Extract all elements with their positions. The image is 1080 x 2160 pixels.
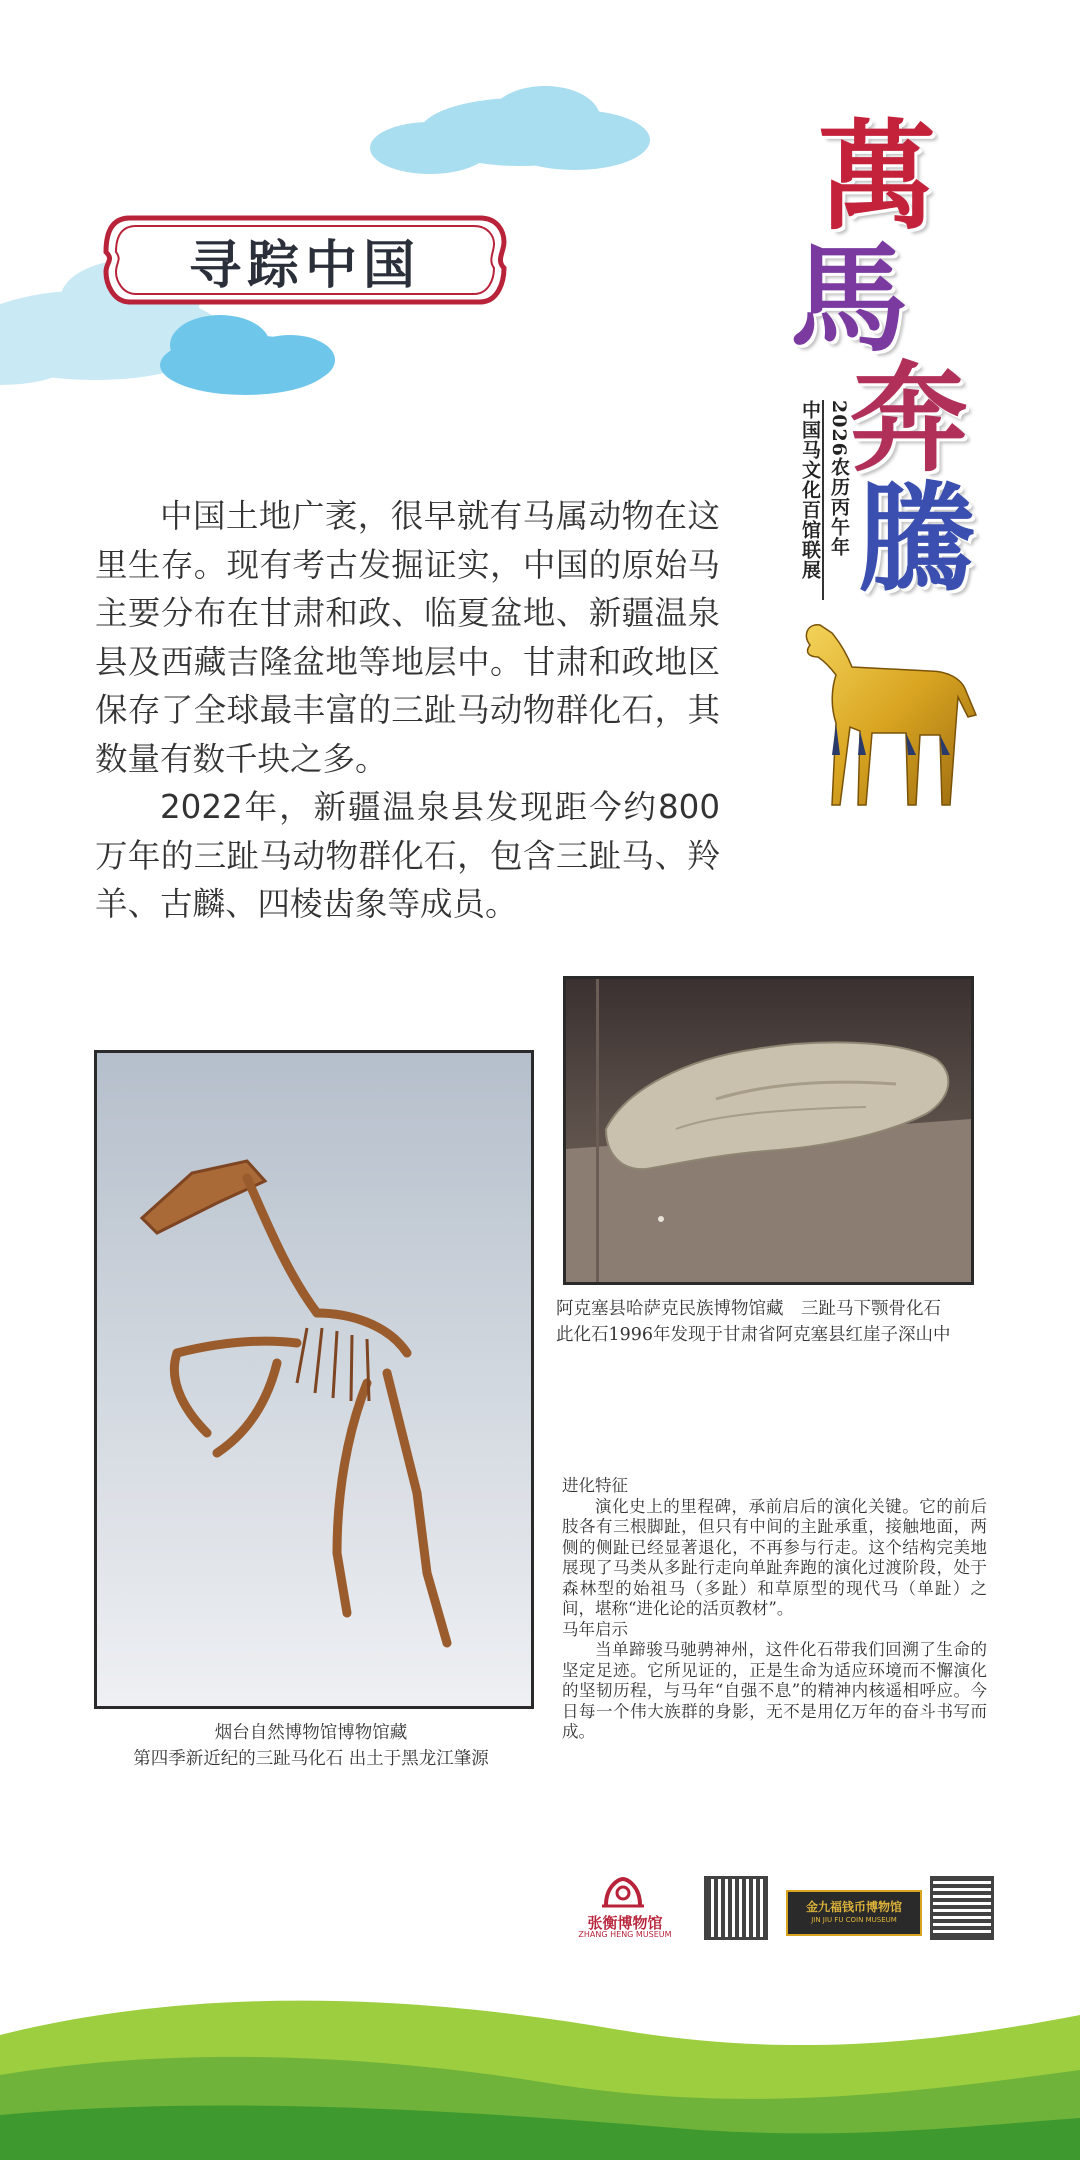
jaw-fossil-caption <box>556 1296 986 1348</box>
zhang-heng-museum-name: 张衡博物馆 <box>587 1914 663 1932</box>
skeleton-fossil-caption <box>94 1720 528 1772</box>
intro-text <box>95 492 720 929</box>
subtitle-year: 2026农历丙午年 <box>828 400 850 557</box>
jaw-caption-line-1: 阿克塞县哈萨克民族博物馆藏 三趾马下颚骨化石 <box>556 1299 941 1319</box>
brand-char-4: 騰 <box>858 469 977 608</box>
coin-museum-en: JIN JIU FU COIN MUSEUM <box>811 1916 897 1924</box>
evolution-notes <box>562 1476 987 1743</box>
zhang-heng-museum-en: ZHANG HENG MUSEUM <box>578 1930 672 1939</box>
skeleton-fossil-photo <box>94 1050 534 1709</box>
jaw-fossil-photo <box>563 976 974 1285</box>
horse-year-text: 当单蹄骏马驰骋神州，这件化石带我们回溯了生命的坚定足迹。它所见证的，正是生命为适应环境而不懈演化的坚韧历程，与马年“自强不息”的精神内核遥相呼应。今日每一个伟大族群的身影，无不是用亿万年的奋斗书写而成。 <box>562 1640 987 1741</box>
skeleton-caption-line-1: 烟台自然博物馆博物馆藏 <box>214 1723 408 1743</box>
page-title: 寻踪中国 <box>188 235 421 296</box>
evolution-heading: 进化特征 <box>562 1476 628 1495</box>
coin-museum-name: 金九福钱币博物馆 <box>805 1900 902 1914</box>
horse-year-heading: 马年启示 <box>562 1619 628 1639</box>
intro-paragraph-1: 中国土地广袤，很早就有马属动物在这里生存。现有考古发掘证实，中国的原始马主要分布在甘肃和政、临夏盆地、新疆温泉县及西藏吉隆盆地等地层中。甘肃和政地区保存了全球最丰富的三趾马动物群化石，其数量有数千块之多。 <box>95 497 720 778</box>
intro-paragraph-2: 2022年，新疆温泉县发现距今约800万年的三趾马动物群化石，包含三趾马、羚羊、古麟、四棱齿象等成员。 <box>95 788 720 923</box>
jaw-caption-line-2: 此化石1996年发现于甘肃省阿克塞县红崖子深山中 <box>556 1325 951 1345</box>
brand-char-1: 萬 <box>818 107 937 246</box>
golden-horse-icon <box>780 605 990 815</box>
brand-char-3: 奔 <box>850 349 969 488</box>
coin-museum-logo-box <box>786 1890 922 1936</box>
evolution-text: 演化史上的里程碑，承前启后的演化关键。它的前后肢各有三根脚趾，但只有中间的主趾承重，接触地面，两侧的侧趾已经显著退化，不再参与行走。这个结构完美地展现了马类从多趾行走向单趾奔跑的演化过渡阶段，处于森林型的始祖马（多趾）和草原型的现代马（单趾）之间，堪称“进化论的活页教材”。 <box>562 1496 987 1618</box>
subtitle-divider <box>822 400 824 600</box>
skeleton-caption-line-2: 第四季新近纪的三趾马化石 出土于黑龙江肇源 <box>133 1749 489 1769</box>
qr-code-icon <box>930 1876 994 1940</box>
brand-char-2: 馬 <box>790 229 909 368</box>
zhang-heng-museum-logo-icon <box>598 1875 648 1909</box>
grass-hills-icon <box>0 2001 1080 2160</box>
qr-code-icon <box>704 1876 768 1940</box>
cloud-top-icon <box>370 86 650 174</box>
subtitle-exhibition: 中国马文化百馆联展 <box>799 400 821 580</box>
cloud-lower-icon <box>160 315 335 395</box>
